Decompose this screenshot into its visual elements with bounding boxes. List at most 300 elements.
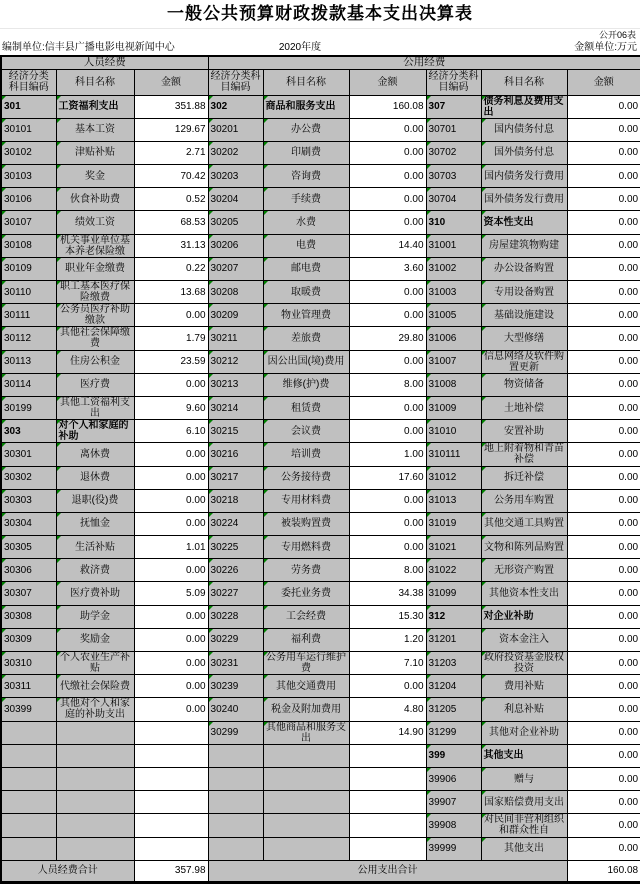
subject-cell[interactable]: 会议费 (263, 420, 349, 443)
amount-cell[interactable] (134, 744, 208, 767)
code-cell[interactable]: 30102 (1, 141, 56, 164)
subject-cell[interactable]: 电费 (263, 234, 349, 257)
amount-cell[interactable]: 70.42 (134, 165, 208, 188)
table-row (1, 466, 640, 489)
code-cell[interactable]: 30224 (208, 512, 263, 535)
subject-cell[interactable]: 无形资产购置 (481, 559, 567, 582)
code-cell[interactable]: 30108 (1, 234, 56, 257)
code-cell[interactable]: 302 (208, 95, 263, 118)
code-cell[interactable]: 312 (426, 605, 481, 628)
amount-cell[interactable]: 8.00 (349, 559, 426, 582)
code-cell[interactable]: 30299 (208, 721, 263, 744)
code-cell[interactable]: 30112 (1, 327, 56, 350)
amount-cell[interactable]: 0.00 (567, 373, 640, 396)
amount-cell[interactable] (349, 814, 426, 837)
subject-cell[interactable] (263, 791, 349, 814)
subject-cell[interactable] (263, 814, 349, 837)
subject-cell[interactable]: 医疗费补助 (56, 582, 134, 605)
code-cell[interactable] (208, 814, 263, 837)
amount-cell[interactable]: 29.80 (349, 327, 426, 350)
amount-cell[interactable]: 0.00 (134, 466, 208, 489)
subject-cell[interactable]: 土地补偿 (481, 396, 567, 419)
amount-cell[interactable]: 0.52 (134, 188, 208, 211)
code-cell[interactable]: 30209 (208, 304, 263, 327)
subject-cell[interactable]: 其他社会保障缴费 (56, 327, 134, 350)
amount-cell[interactable]: 160.08 (349, 95, 426, 118)
amount-cell[interactable]: 0.00 (349, 420, 426, 443)
code-cell[interactable]: 310 (426, 211, 481, 234)
subject-cell[interactable] (56, 837, 134, 860)
code-cell[interactable]: 31006 (426, 327, 481, 350)
subject-cell[interactable] (56, 721, 134, 744)
subject-cell[interactable]: 房屋建筑物购建 (481, 234, 567, 257)
amount-cell[interactable]: 0.00 (349, 536, 426, 559)
code-cell[interactable]: 30205 (208, 211, 263, 234)
code-cell[interactable]: 39906 (426, 767, 481, 790)
subject-cell[interactable]: 地上附着物和青苗补偿 (481, 443, 567, 466)
code-cell[interactable] (208, 791, 263, 814)
subject-cell[interactable]: 公务用车购置 (481, 489, 567, 512)
subject-cell[interactable]: 基本工资 (56, 118, 134, 141)
code-cell[interactable]: 30217 (208, 466, 263, 489)
amount-cell[interactable]: 0.00 (567, 188, 640, 211)
code-cell[interactable]: 30110 (1, 281, 56, 304)
amount-cell[interactable]: 0.00 (567, 536, 640, 559)
amount-cell[interactable]: 6.10 (134, 420, 208, 443)
subject-cell[interactable]: 退职(役)费 (56, 489, 134, 512)
amount-cell[interactable]: 0.00 (349, 350, 426, 373)
code-cell[interactable]: 31204 (426, 675, 481, 698)
amount-cell[interactable] (134, 814, 208, 837)
amount-cell[interactable]: 0.00 (134, 605, 208, 628)
subject-cell[interactable]: 公务用车运行维护费 (263, 652, 349, 675)
subject-cell[interactable] (263, 767, 349, 790)
subject-cell[interactable]: 其他资本性支出 (481, 582, 567, 605)
code-cell[interactable]: 30114 (1, 373, 56, 396)
code-cell[interactable]: 39907 (426, 791, 481, 814)
code-cell[interactable]: 31010 (426, 420, 481, 443)
subject-cell[interactable]: 专用燃料费 (263, 536, 349, 559)
subject-cell[interactable]: 公务接待费 (263, 466, 349, 489)
cell-flag-icon (264, 606, 268, 610)
code-cell[interactable]: 30109 (1, 257, 56, 280)
amount-cell[interactable]: 0.00 (567, 721, 640, 744)
amount-cell[interactable]: 0.00 (567, 327, 640, 350)
amount-cell[interactable] (134, 721, 208, 744)
amount-cell[interactable]: 1.79 (134, 327, 208, 350)
code-cell[interactable]: 30218 (208, 489, 263, 512)
subject-cell[interactable]: 工资福利支出 (56, 95, 134, 118)
amount-cell[interactable]: 0.00 (567, 791, 640, 814)
amount-cell[interactable]: 0.00 (134, 304, 208, 327)
subject-cell[interactable]: 伙食补助费 (56, 188, 134, 211)
subject-cell[interactable]: 水费 (263, 211, 349, 234)
subject-cell[interactable] (263, 744, 349, 767)
code-cell[interactable]: 310111 (426, 443, 481, 466)
amount-cell[interactable] (134, 791, 208, 814)
subject-cell[interactable]: 拆迁补偿 (481, 466, 567, 489)
subject-cell[interactable]: 国外债务付息 (481, 141, 567, 164)
subject-cell[interactable]: 培训费 (263, 443, 349, 466)
subject-cell[interactable]: 取暖费 (263, 281, 349, 304)
code-cell[interactable]: 30101 (1, 118, 56, 141)
code-cell[interactable]: 31009 (426, 396, 481, 419)
amount-cell[interactable]: 0.00 (567, 675, 640, 698)
amount-cell[interactable]: 0.00 (567, 257, 640, 280)
subject-cell[interactable]: 办公费 (263, 118, 349, 141)
subject-cell[interactable]: 工会经费 (263, 605, 349, 628)
code-cell[interactable]: 30226 (208, 559, 263, 582)
code-cell[interactable]: 301 (1, 95, 56, 118)
code-cell[interactable]: 30201 (208, 118, 263, 141)
amount-cell[interactable]: 0.00 (134, 698, 208, 721)
subject-cell[interactable]: 其他支出 (481, 744, 567, 767)
subject-cell[interactable]: 对企业补助 (481, 605, 567, 628)
code-cell[interactable] (208, 837, 263, 860)
subject-cell[interactable]: 咨询费 (263, 165, 349, 188)
code-cell[interactable]: 30303 (1, 489, 56, 512)
subject-cell[interactable]: 其他交通费用 (263, 675, 349, 698)
subject-cell[interactable]: 基础设施建设 (481, 304, 567, 327)
code-cell[interactable]: 30309 (1, 628, 56, 651)
code-cell[interactable]: 31013 (426, 489, 481, 512)
code-cell[interactable]: 31001 (426, 234, 481, 257)
subject-cell[interactable]: 大型修缮 (481, 327, 567, 350)
subject-cell[interactable]: 文物和陈列品购置 (481, 536, 567, 559)
subject-cell[interactable]: 津贴补贴 (56, 141, 134, 164)
amount-cell[interactable]: 0.00 (567, 628, 640, 651)
amount-cell[interactable]: 129.67 (134, 118, 208, 141)
amount-cell[interactable]: 0.00 (567, 281, 640, 304)
code-cell[interactable] (1, 744, 56, 767)
code-cell[interactable]: 30211 (208, 327, 263, 350)
amount-cell[interactable]: 0.00 (349, 304, 426, 327)
amount-cell[interactable] (134, 767, 208, 790)
code-cell[interactable]: 30307 (1, 582, 56, 605)
amount-cell[interactable]: 0.00 (567, 837, 640, 860)
code-cell[interactable]: 30240 (208, 698, 263, 721)
code-cell[interactable]: 30213 (208, 373, 263, 396)
subject-cell[interactable]: 委托业务费 (263, 582, 349, 605)
subject-cell[interactable]: 安置补助 (481, 420, 567, 443)
amount-cell[interactable]: 34.38 (349, 582, 426, 605)
subject-cell[interactable]: 抚恤金 (56, 512, 134, 535)
subject-cell[interactable]: 医疗费 (56, 373, 134, 396)
code-cell[interactable]: 30199 (1, 396, 56, 419)
code-cell[interactable]: 30301 (1, 443, 56, 466)
subject-cell[interactable]: 办公设备购置 (481, 257, 567, 280)
code-cell[interactable] (1, 721, 56, 744)
code-cell[interactable]: 30214 (208, 396, 263, 419)
subject-cell[interactable]: 对个人和家庭的补助 (56, 420, 134, 443)
amount-cell[interactable]: 14.40 (349, 234, 426, 257)
subject-cell[interactable] (56, 744, 134, 767)
code-cell[interactable]: 30704 (426, 188, 481, 211)
amount-cell[interactable]: 0.00 (567, 396, 640, 419)
code-cell[interactable]: 399 (426, 744, 481, 767)
subject-cell[interactable]: 专用设备购置 (481, 281, 567, 304)
code-cell[interactable]: 31007 (426, 350, 481, 373)
amount-cell[interactable]: 0.00 (134, 443, 208, 466)
amount-cell[interactable]: 0.00 (349, 118, 426, 141)
code-cell[interactable]: 30113 (1, 350, 56, 373)
amount-cell[interactable]: 68.53 (134, 211, 208, 234)
subject-cell[interactable]: 助学金 (56, 605, 134, 628)
code-cell[interactable]: 30229 (208, 628, 263, 651)
amount-cell[interactable] (349, 837, 426, 860)
subject-cell[interactable]: 国内债务发行费用 (481, 165, 567, 188)
amount-cell[interactable]: 0.00 (567, 141, 640, 164)
subject-cell[interactable]: 福利费 (263, 628, 349, 651)
code-cell[interactable]: 30202 (208, 141, 263, 164)
code-cell[interactable]: 31019 (426, 512, 481, 535)
subject-cell[interactable]: 绩效工资 (56, 211, 134, 234)
code-cell[interactable]: 30212 (208, 350, 263, 373)
subject-cell[interactable]: 税金及附加费用 (263, 698, 349, 721)
subject-cell[interactable]: 政府投资基金股权投资 (481, 652, 567, 675)
subject-cell[interactable]: 职业年金缴费 (56, 257, 134, 280)
amount-cell[interactable]: 0.00 (134, 512, 208, 535)
code-cell[interactable] (208, 767, 263, 790)
code-cell[interactable]: 30216 (208, 443, 263, 466)
code-cell[interactable]: 30239 (208, 675, 263, 698)
amount-cell[interactable]: 14.90 (349, 721, 426, 744)
amount-cell[interactable] (349, 744, 426, 767)
amount-cell[interactable] (134, 837, 208, 860)
code-cell[interactable]: 31205 (426, 698, 481, 721)
subject-cell[interactable] (56, 767, 134, 790)
amount-cell[interactable]: 0.00 (349, 211, 426, 234)
code-cell[interactable]: 30701 (426, 118, 481, 141)
amount-cell[interactable]: 0.00 (349, 512, 426, 535)
subject-cell[interactable]: 物资储备 (481, 373, 567, 396)
amount-cell[interactable]: 0.00 (567, 443, 640, 466)
subject-cell[interactable]: 奖励金 (56, 628, 134, 651)
amount-cell[interactable]: 0.00 (567, 95, 640, 118)
amount-cell[interactable]: 0.00 (567, 605, 640, 628)
code-cell[interactable]: 31008 (426, 373, 481, 396)
code-cell[interactable]: 30311 (1, 675, 56, 698)
subject-cell[interactable]: 被装购置费 (263, 512, 349, 535)
code-cell[interactable] (1, 767, 56, 790)
code-cell[interactable]: 31201 (426, 628, 481, 651)
amount-cell[interactable]: 17.60 (349, 466, 426, 489)
subject-cell[interactable]: 职工基本医疗保险缴费 (56, 281, 134, 304)
code-cell[interactable]: 31021 (426, 536, 481, 559)
code-cell[interactable]: 30302 (1, 466, 56, 489)
amount-cell[interactable]: 0.00 (567, 489, 640, 512)
amount-cell[interactable]: 0.00 (567, 118, 640, 141)
code-cell[interactable] (1, 837, 56, 860)
amount-cell[interactable]: 0.00 (349, 281, 426, 304)
code-cell[interactable]: 30215 (208, 420, 263, 443)
subject-cell[interactable]: 奖金 (56, 165, 134, 188)
subject-cell[interactable]: 国内债务付息 (481, 118, 567, 141)
amount-cell[interactable]: 0.00 (134, 652, 208, 675)
amount-cell[interactable]: 0.00 (567, 165, 640, 188)
amount-cell[interactable]: 8.00 (349, 373, 426, 396)
subject-cell[interactable]: 离休费 (56, 443, 134, 466)
code-cell[interactable]: 31005 (426, 304, 481, 327)
code-cell[interactable]: 31022 (426, 559, 481, 582)
subject-cell[interactable]: 租赁费 (263, 396, 349, 419)
code-cell[interactable]: 30399 (1, 698, 56, 721)
code-cell[interactable]: 30106 (1, 188, 56, 211)
amount-cell[interactable]: 15.30 (349, 605, 426, 628)
amount-cell[interactable]: 1.20 (349, 628, 426, 651)
amount-cell[interactable]: 0.00 (134, 559, 208, 582)
subject-cell[interactable] (56, 791, 134, 814)
subject-cell[interactable]: 住房公积金 (56, 350, 134, 373)
code-cell[interactable]: 30204 (208, 188, 263, 211)
amount-cell[interactable]: 1.00 (349, 443, 426, 466)
code-cell[interactable]: 30308 (1, 605, 56, 628)
amount-cell[interactable]: 0.00 (567, 767, 640, 790)
amount-cell[interactable] (349, 767, 426, 790)
amount-cell[interactable]: 0.00 (567, 582, 640, 605)
amount-cell[interactable]: 4.80 (349, 698, 426, 721)
code-cell[interactable]: 31099 (426, 582, 481, 605)
subject-cell[interactable]: 费用补贴 (481, 675, 567, 698)
amount-cell[interactable]: 0.00 (349, 396, 426, 419)
subject-cell[interactable]: 商品和服务支出 (263, 95, 349, 118)
amount-cell[interactable]: 0.00 (349, 188, 426, 211)
code-cell[interactable]: 30103 (1, 165, 56, 188)
amount-cell[interactable]: 0.00 (567, 512, 640, 535)
subject-cell[interactable]: 生活补贴 (56, 536, 134, 559)
code-cell[interactable]: 31002 (426, 257, 481, 280)
amount-cell[interactable]: 0.00 (567, 304, 640, 327)
code-cell[interactable]: 30208 (208, 281, 263, 304)
code-cell[interactable]: 30305 (1, 536, 56, 559)
amount-cell[interactable]: 0.00 (567, 698, 640, 721)
amount-cell[interactable]: 351.88 (134, 95, 208, 118)
cell-flag-icon (264, 582, 268, 586)
amount-cell[interactable]: 0.00 (567, 744, 640, 767)
amount-cell[interactable]: 0.00 (567, 652, 640, 675)
amount-cell[interactable]: 0.00 (567, 234, 640, 257)
subject-cell[interactable]: 其他对个人和家庭的补助支出 (56, 698, 134, 721)
subject-cell[interactable]: 退休费 (56, 466, 134, 489)
amount-cell[interactable]: 2.71 (134, 141, 208, 164)
subject-cell[interactable]: 其他工资福利支出 (56, 396, 134, 419)
amount-cell[interactable]: 5.09 (134, 582, 208, 605)
subject-cell[interactable]: 其他商品和服务支出 (263, 721, 349, 744)
amount-cell[interactable]: 0.00 (134, 489, 208, 512)
amount-cell[interactable]: 0.00 (349, 141, 426, 164)
amount-cell[interactable]: 9.60 (134, 396, 208, 419)
amount-cell[interactable] (349, 791, 426, 814)
subject-cell[interactable]: 印刷费 (263, 141, 349, 164)
subject-cell[interactable]: 国外债务发行费用 (481, 188, 567, 211)
subject-cell[interactable]: 其他交通工具购置 (481, 512, 567, 535)
subject-cell[interactable]: 因公出国(境)费用 (263, 350, 349, 373)
amount-cell[interactable]: 23.59 (134, 350, 208, 373)
amount-cell[interactable]: 0.00 (349, 165, 426, 188)
subject-cell[interactable]: 救济费 (56, 559, 134, 582)
subject-cell[interactable]: 专用材料费 (263, 489, 349, 512)
code-cell[interactable]: 31012 (426, 466, 481, 489)
amount-cell[interactable]: 0.00 (567, 211, 640, 234)
code-cell[interactable]: 39908 (426, 814, 481, 837)
subject-cell[interactable]: 资本金注入 (481, 628, 567, 651)
subject-cell[interactable]: 其他支出 (481, 837, 567, 860)
subject-cell[interactable]: 个人农业生产补贴 (56, 652, 134, 675)
amount-cell[interactable]: 0.22 (134, 257, 208, 280)
code-cell[interactable]: 31203 (426, 652, 481, 675)
subject-cell[interactable]: 手续费 (263, 188, 349, 211)
subject-cell[interactable]: 利息补贴 (481, 698, 567, 721)
amount-cell[interactable]: 0.00 (134, 628, 208, 651)
subject-cell[interactable]: 邮电费 (263, 257, 349, 280)
amount-cell[interactable]: 0.00 (567, 420, 640, 443)
amount-cell[interactable]: 0.00 (349, 675, 426, 698)
subject-cell[interactable]: 对民间非营利组织和群众性自 (481, 814, 567, 837)
subject-cell[interactable]: 国家赔偿费用支出 (481, 791, 567, 814)
subject-cell[interactable]: 劳务费 (263, 559, 349, 582)
subject-cell[interactable]: 债务利息及费用支出 (481, 95, 567, 118)
code-cell[interactable]: 307 (426, 95, 481, 118)
subject-cell[interactable] (263, 837, 349, 860)
code-cell[interactable]: 30203 (208, 165, 263, 188)
subject-cell[interactable]: 资本性支出 (481, 211, 567, 234)
code-cell[interactable] (208, 744, 263, 767)
subject-cell[interactable]: 信息网络及软件购置更新 (481, 350, 567, 373)
subject-cell[interactable] (56, 814, 134, 837)
amount-cell[interactable]: 0.00 (567, 350, 640, 373)
code-cell[interactable]: 30225 (208, 536, 263, 559)
code-cell[interactable]: 30703 (426, 165, 481, 188)
amount-cell[interactable]: 7.10 (349, 652, 426, 675)
amount-cell[interactable]: 13.68 (134, 281, 208, 304)
amount-cell[interactable]: 3.60 (349, 257, 426, 280)
amount-cell[interactable]: 1.01 (134, 536, 208, 559)
code-cell[interactable]: 30207 (208, 257, 263, 280)
code-cell[interactable]: 30306 (1, 559, 56, 582)
amount-cell[interactable]: 0.00 (567, 559, 640, 582)
amount-cell[interactable]: 0.00 (134, 373, 208, 396)
subject-cell[interactable]: 维修(护)费 (263, 373, 349, 396)
code-cell[interactable]: 39999 (426, 837, 481, 860)
amount-cell[interactable]: 0.00 (349, 489, 426, 512)
code-cell[interactable]: 30111 (1, 304, 56, 327)
amount-cell[interactable]: 31.13 (134, 234, 208, 257)
code-cell[interactable] (1, 814, 56, 837)
code-cell[interactable]: 30231 (208, 652, 263, 675)
code-cell[interactable]: 30227 (208, 582, 263, 605)
code-cell[interactable]: 31299 (426, 721, 481, 744)
subject-cell[interactable]: 机关事业单位基本养老保险缴 (56, 234, 134, 257)
subject-cell[interactable]: 公务员医疗补助缴款 (56, 304, 134, 327)
subject-cell[interactable]: 赠与 (481, 767, 567, 790)
code-cell[interactable]: 30310 (1, 652, 56, 675)
subject-cell[interactable]: 差旅费 (263, 327, 349, 350)
amount-cell[interactable]: 0.00 (134, 675, 208, 698)
code-cell[interactable]: 30228 (208, 605, 263, 628)
amount-cell[interactable]: 0.00 (567, 814, 640, 837)
subject-cell[interactable]: 物业管理费 (263, 304, 349, 327)
code-cell[interactable]: 30107 (1, 211, 56, 234)
code-cell[interactable] (1, 791, 56, 814)
code-cell[interactable]: 30702 (426, 141, 481, 164)
code-cell[interactable]: 31003 (426, 281, 481, 304)
subject-cell[interactable]: 其他对企业补助 (481, 721, 567, 744)
code-cell[interactable]: 30304 (1, 512, 56, 535)
code-cell[interactable]: 303 (1, 420, 56, 443)
subject-cell[interactable]: 代缴社会保险费 (56, 675, 134, 698)
amount-cell[interactable]: 0.00 (567, 466, 640, 489)
code-cell[interactable]: 30206 (208, 234, 263, 257)
